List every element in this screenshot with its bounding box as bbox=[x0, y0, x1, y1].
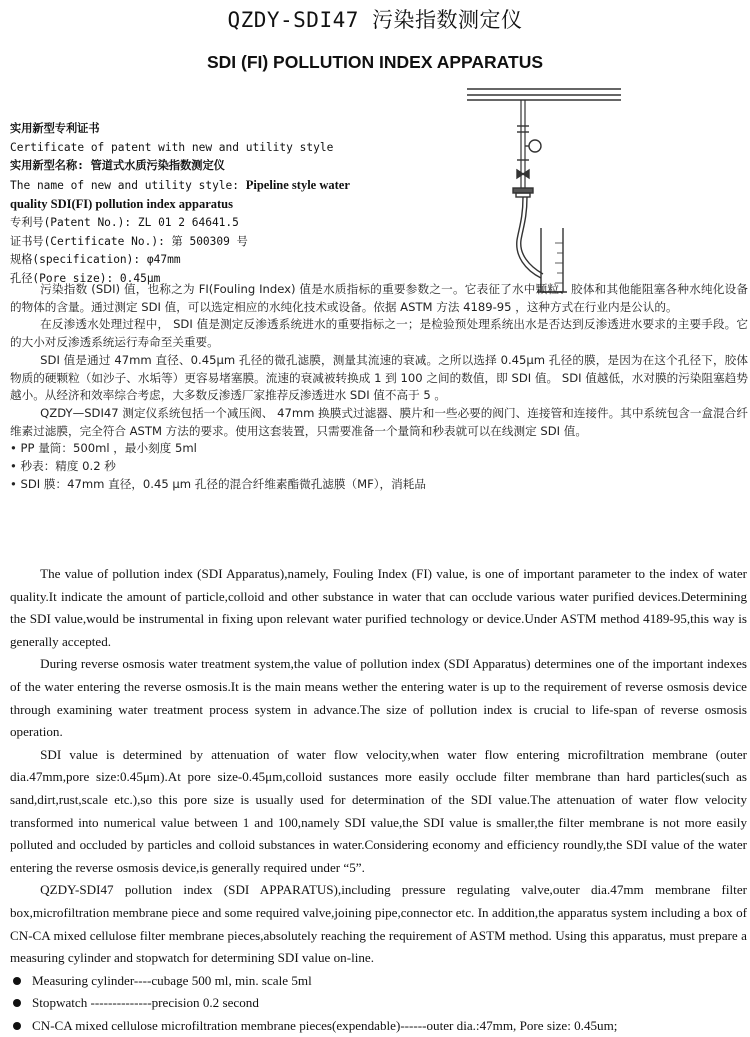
en-paragraph-2: During reverse osmosis water treatment system,the value of pollution index (SDI Apparatus) determines one of the important indexes of the water entering the reverse osmosis.It is the main means wether the entering water is up to the requirement of reverse osmosis device through examining water treatment process system in advance.The size of pollution index is crucial to life-span of reverse osmosis operation. bbox=[10, 656, 747, 740]
certificate-number: 证书号(Certificate No.): 第 500309 号 bbox=[10, 234, 248, 248]
en-paragraph-1: The value of pollution index (SDI Apparatus),namely, Fouling Index (FI) value, is one of important parameter to the index of water quality.It indicate the amount of particle,colloid and other substance in water that can occlude various water purified devices.Determining the SDI value,would be instrumental in fixing upon relevant water purified technology or device.Under ASTM method 4189-95,this way is generally accepted. bbox=[10, 566, 747, 649]
en-bullet-membrane bbox=[10, 1015, 747, 1037]
specification: 规格(specification): φ47mm bbox=[10, 253, 181, 267]
en-bullet-membrane-text: CN-CA mixed cellulose microfiltration membrane pieces(expendable)------outer dia.:47mm, Pore size: 0.45um; bbox=[32, 1017, 618, 1033]
en-paragraph-4: QZDY-SDI47 pollution index (SDI APPARATUS),including pressure regulating valve,outer dia.47mm membrane filter box,microfiltration membrane piece and some required valve,joining pipe,connector etc. In addition,the apparatus system including a box of CN-CA mixed cellulose filter membrane pieces,absolutely reaching the requirement of ASTM method. Using this apparatus, must prepare a measuring cylinder and stopwatch for determining SDI value on-line. bbox=[10, 882, 747, 966]
patent-certificate-en: Certificate of patent with new and utility style bbox=[10, 140, 334, 154]
document-title-en: SDI (FI) POLLUTION INDEX APPARATUS bbox=[206, 52, 544, 72]
pore-size: 孔径(Pore size): 0.45μm bbox=[10, 271, 161, 285]
cn-paragraph-1: 污染指数 (SDI) 值，也称之为 FI(Fouling Index) 值是水质指标的重要参数之一。它表征了水中颗粒、胶体和其他能阻塞各种水纯化设备的物体的含量。通过测定 SDI 值，可以选定相应的水纯化技术或设备。依据 ASTM 方法 4189-95 ，这种方式在行业内是公认的。 bbox=[10, 282, 748, 314]
en-paragraph-3: SDI value is determined by attenuation of water flow velocity,when water flow entering microfiltration membrane (outer dia.47mm,pore size:0.45μm).At pore size-0.45μm,colloid sustances more easily occlude filter membrane than hard particles(such as sand,dirt,rust,scale etc.),so this pore size is usually used for determination of the SDI value.The attenuation of water flow velocity transformed into numerical value between 1 and 100,namely SDI value,the SDI value is smaller,the filter membrane is not more easily polluted and occluded by particles and colloid substances in water.Considering economy and efficiency roundly,the SDI value of the water entering the reverse osmosis device,is generally required under “5”. bbox=[10, 746, 747, 875]
patent-name-en-value: Pipeline style water bbox=[245, 177, 350, 192]
en-bullet-cylinder-text: Measuring cylinder----cubage 500 ml, min. scale 5ml bbox=[32, 972, 312, 988]
en-bullet-stopwatch bbox=[10, 992, 747, 1015]
chinese-description bbox=[10, 281, 748, 493]
en-bullet-stopwatch-text: Stopwatch --------------precision 0.2 second bbox=[32, 995, 259, 1011]
cn-bullet-stopwatch: • 秒表：精度 0.2 秒 bbox=[10, 459, 116, 474]
patent-name-en-line bbox=[10, 176, 410, 196]
bullet-icon bbox=[13, 1022, 21, 1030]
patent-certificate-cn: 实用新型专利证书 bbox=[10, 122, 100, 135]
cn-bullet-cylinder: • PP 量筒：500ml ，最小刻度 5ml bbox=[10, 441, 197, 456]
sdi-apparatus-diagram-icon bbox=[455, 78, 625, 300]
bullet-icon bbox=[13, 977, 21, 985]
patent-name-en-value-cont: quality SDI(FI) pollution index apparatus bbox=[10, 197, 233, 212]
cn-bullet-membrane: • SDI 膜：47mm 直径，0.45 μm 孔径的混合纤维素酯微孔滤膜（MF），消耗品 bbox=[10, 476, 426, 491]
cn-paragraph-3: SDI 值是通过 47mm 直径、0.45μm 孔径的微孔滤膜，测量其流速的衰减。之所以选择 0.45μm 孔径的膜，是因为在这个孔径下，胶体物质的硬颗粒（如沙子、水垢等）更容易堵塞膜。流速的衰减被转换成 1 到 100 之间的数值，即 SDI 值。 SDI 值越低，水对膜的污染阻塞趋势越小。从经济和效率综合考虑，大多数反渗透厂家推荐反渗透进水 SDI 值不高于 5 。 bbox=[10, 352, 748, 403]
en-bullet-cylinder bbox=[10, 970, 747, 993]
english-description bbox=[10, 563, 747, 1037]
document-title-cn: QZDY-SDI47 污染指数测定仪 bbox=[227, 8, 523, 32]
patent-info-block bbox=[10, 120, 410, 288]
patent-number: 专利号(Patent No.): ZL 01 2 64641.5 bbox=[10, 215, 239, 229]
patent-name-en-label: The name of new and utility style: bbox=[10, 178, 246, 192]
cn-paragraph-4: QZDY—SDI47 测定仪系统包括一个减压阀、 47mm 换膜式过滤器、膜片和一些必要的阀门、连接管和连接件。其中系统包含一盒混合纤维素过滤膜，完全符合 ASTM 方法的要求。使用这套装置，只需要准备一个量筒和秒表就可以在线测定 SDI 值。 bbox=[10, 405, 748, 438]
cn-paragraph-2: 在反渗透水处理过程中， SDI 值是测定反渗透系统进水的重要指标之一；是检验预处理系统出水是否达到反渗透进水要求的主要手段。它的大小对反渗透系统运行寿命至关重要。 bbox=[10, 317, 748, 350]
bullet-icon bbox=[13, 999, 21, 1007]
patent-name-cn: 实用新型名称: 管道式水质污染指数测定仪 bbox=[10, 159, 225, 173]
